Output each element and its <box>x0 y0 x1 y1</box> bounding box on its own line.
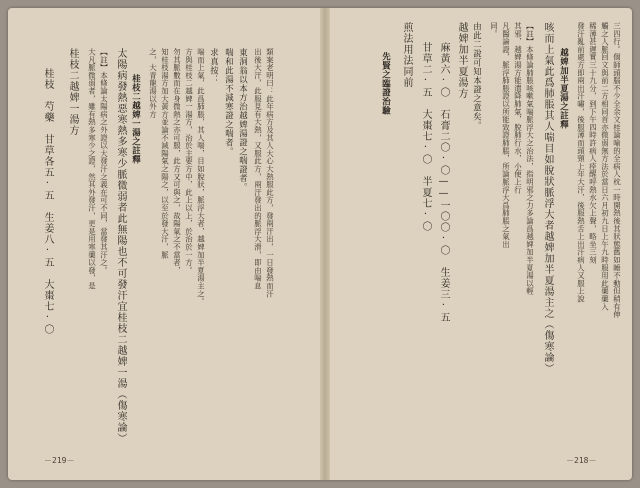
text-column: 稀薄甚遲實三十九分，到下午四時許病人痊醒呼熱水欠上聲，略坐三刻 <box>588 22 598 264</box>
right-page <box>330 8 632 480</box>
text-column: 知桂枝湯方加大黃方並論不減陽氣之陽之，以至於發大汗，脈 <box>160 48 170 259</box>
text-column: 【註】本條論太陽病之外證以大發汗之義在可不同，當發其汗之。 <box>99 48 109 275</box>
formula-ingredients: 麻黃六·〇 石膏二〇·〇——一〇〇·〇 生姜三·五 <box>438 42 449 323</box>
text-column: 同。 <box>489 22 499 38</box>
text-column: 煎法用法同前 <box>401 22 412 88</box>
text-column: 類案老明曰：此年病方及其人大心大熱服此方，發兩汗出，一日發熱而汗 <box>265 48 275 298</box>
text-column: 凡醫論證，脈浮肺脹證以所能致證肺脹，所論脈浮大爲肺脹之氣出 <box>501 22 511 249</box>
running-title: 先賢之臨證治驗 <box>381 52 392 115</box>
text-column: 東洞翁以本方治越婢湯證之喘證者。 <box>238 48 249 192</box>
book-spread <box>8 8 632 480</box>
text-column: 喘和此湯不減寒證之喘者。 <box>224 48 235 156</box>
text-column: 由此二說可知本證之意矣。 <box>472 22 483 130</box>
text-column: 咳而上氣此爲肺脹其人喘目如脫狀脈浮大者越婢加半夏湯主之（傷寒論） <box>542 22 553 374</box>
left-page <box>8 8 320 480</box>
text-column: 三四行。個師頭腦不少全余文桂論喻的全病人枕一時開熱後其狀態舊如睡不動但稍有伸 <box>612 22 622 319</box>
text-column: 觸之人脈回文與前二方相同首亦微弱無方法於當日六月初九日上午九時服用此藥藥入 <box>600 22 610 311</box>
text-column: 求真按： <box>209 48 220 84</box>
page-number: －219－ <box>44 456 75 465</box>
section-heading: 越婢加半夏湯之註釋 <box>559 48 570 129</box>
text-column: 太陽病發熱惡寒熱多寒少脈微弱者此無陽也不可發汗宜桂枝二越婢一湯（傷寒論） <box>115 48 126 444</box>
formula-ingredients: 甘草二·五 大棗七·〇 半夏七·〇 <box>420 42 431 232</box>
text-column: 勿其脈數而在身微熱之亦可服，此方又可與之，故陽氣之不當者， <box>172 48 182 275</box>
formula-title: 越婢加半夏湯方 <box>456 22 467 99</box>
formula-title: 桂枝二越婢一湯方 <box>67 48 78 136</box>
book-gutter <box>320 8 330 480</box>
text-column: 喘而上氣，此爲肺脹，其人喘，目如脫狀，脈浮大者，越婢加半夏湯主之。 <box>196 48 206 306</box>
text-column: 出後大汗，此服見有大熱，又服此方，兩汗發出的脈浮大滑，即由喘息 <box>253 48 263 290</box>
text-column: 方與桂枝二越婢一湯方，治於主要方中，此上以上，於治於一方。 <box>184 48 194 275</box>
text-column: 大凡脈微弱者，雖有熱多寒少之證，然其外發汗，更是用寒藥以發，是 <box>87 48 97 290</box>
formula-ingredients: 桂枝 芍藥 甘草各五·五 生姜八·五 大棗七·〇 <box>42 68 53 335</box>
text-column: 發汗亂前處方即兩出汗嘯，後服薄而頭頸上年大汗，後服熱舌上出汗病人又服上說 <box>576 22 586 303</box>
page-number: －218－ <box>566 456 597 465</box>
text-column: 之，大青龍湯以外方 <box>148 48 158 119</box>
text-column: 【註】本條論肺脹咳嗽氣喘脈浮大之治法，指明邪之力多論爲越婢加半夏湯以輕 <box>525 22 535 295</box>
text-column: 其邪，越婢湯方能遣降肺氣，脫肺行水，小便上行 <box>513 22 523 194</box>
section-heading: 桂枝二越婢一湯之註釋 <box>131 74 142 164</box>
